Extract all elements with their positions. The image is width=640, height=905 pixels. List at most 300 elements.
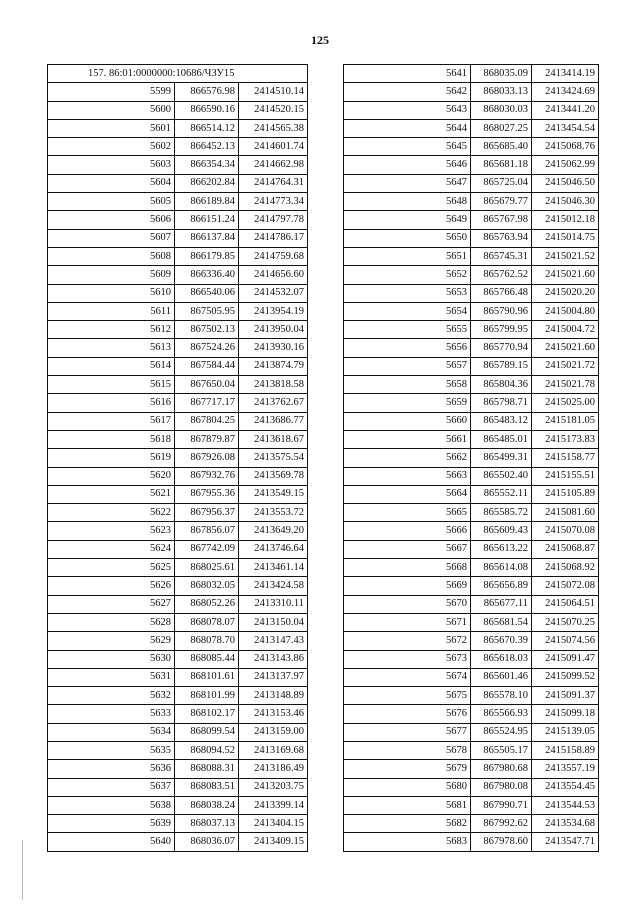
y-coordinate: 2413310.11: [239, 595, 308, 613]
table-row: [48, 650, 308, 668]
point-number: 5626: [48, 577, 175, 595]
table-row: [344, 540, 599, 558]
y-coordinate: 2413186.49: [239, 760, 308, 778]
table-row: [48, 357, 308, 375]
x-coordinate: 867742.09: [175, 540, 239, 558]
x-coordinate: 868035.09: [471, 65, 532, 83]
x-coordinate: 865614.08: [471, 559, 532, 577]
point-number: 5661: [344, 430, 471, 448]
point-number: 5654: [344, 302, 471, 320]
y-coordinate: 2413649.20: [239, 522, 308, 540]
y-coordinate: 2415155.51: [532, 467, 599, 485]
x-coordinate: 867717.17: [175, 394, 239, 412]
y-coordinate: 2414764.31: [239, 174, 308, 192]
point-number: 5674: [344, 668, 471, 686]
y-coordinate: 2415064.51: [532, 595, 599, 613]
x-coordinate: 867584.44: [175, 357, 239, 375]
y-coordinate: 2413404.15: [239, 815, 308, 833]
x-coordinate: 867856.07: [175, 522, 239, 540]
y-coordinate: 2415074.56: [532, 632, 599, 650]
point-number: 5641: [344, 65, 471, 83]
x-coordinate: 867956.37: [175, 504, 239, 522]
y-coordinate: 2415021.78: [532, 376, 599, 394]
y-coordinate: 2415014.75: [532, 229, 599, 247]
point-number: 5623: [48, 522, 175, 540]
y-coordinate: 2413874.79: [239, 357, 308, 375]
y-coordinate: 2413950.04: [239, 321, 308, 339]
point-number: 5682: [344, 815, 471, 833]
point-number: 5679: [344, 760, 471, 778]
table-row: [48, 668, 308, 686]
point-number: 5608: [48, 247, 175, 265]
x-coordinate: 868083.51: [175, 778, 239, 796]
y-coordinate: 2413454.54: [532, 119, 599, 137]
table-row: [48, 540, 308, 558]
y-coordinate: 2413159.00: [239, 723, 308, 741]
table-row: [344, 778, 599, 796]
point-number: 5652: [344, 266, 471, 284]
y-coordinate: 2415139.05: [532, 723, 599, 741]
table-row: [48, 83, 308, 101]
x-coordinate: 865677.11: [471, 595, 532, 613]
x-coordinate: 868036.07: [175, 833, 239, 851]
table-row: [48, 321, 308, 339]
x-coordinate: 867990.71: [471, 796, 532, 814]
x-coordinate: 866336.40: [175, 266, 239, 284]
point-number: 5658: [344, 376, 471, 394]
y-coordinate: 2415046.50: [532, 174, 599, 192]
x-coordinate: 868037.13: [175, 815, 239, 833]
table-row: [48, 485, 308, 503]
x-coordinate: 865502.40: [471, 467, 532, 485]
x-coordinate: 865566.93: [471, 705, 532, 723]
x-coordinate: 865789.15: [471, 357, 532, 375]
y-coordinate: 2413818.58: [239, 376, 308, 394]
table-row: [48, 760, 308, 778]
point-number: 5604: [48, 174, 175, 192]
point-number: 5615: [48, 376, 175, 394]
y-coordinate: 2415021.52: [532, 247, 599, 265]
y-coordinate: 2414565.38: [239, 119, 308, 137]
x-coordinate: 867932.76: [175, 467, 239, 485]
margin-mark: [22, 840, 23, 900]
point-number: 5644: [344, 119, 471, 137]
y-coordinate: 2415068.87: [532, 540, 599, 558]
x-coordinate: 868094.52: [175, 741, 239, 759]
point-number: 5610: [48, 284, 175, 302]
y-coordinate: 2413618.67: [239, 430, 308, 448]
table-row: [48, 833, 308, 851]
point-number: 5633: [48, 705, 175, 723]
x-coordinate: 865725.04: [471, 174, 532, 192]
table-row: [48, 741, 308, 759]
x-coordinate: 865618.03: [471, 650, 532, 668]
point-number: 5649: [344, 211, 471, 229]
x-coordinate: 865499.31: [471, 449, 532, 467]
table-row: [344, 833, 599, 851]
point-number: 5668: [344, 559, 471, 577]
x-coordinate: 865552.11: [471, 485, 532, 503]
right-coordinate-table: [343, 64, 599, 852]
y-coordinate: 2413424.69: [532, 83, 599, 101]
y-coordinate: 2414532.07: [239, 284, 308, 302]
x-coordinate: 866189.84: [175, 193, 239, 211]
x-coordinate: 865685.40: [471, 138, 532, 156]
y-coordinate: 2413557.19: [532, 760, 599, 778]
x-coordinate: 865770.94: [471, 339, 532, 357]
x-coordinate: 868038.24: [175, 796, 239, 814]
y-coordinate: 2415091.47: [532, 650, 599, 668]
table-row: [344, 357, 599, 375]
y-coordinate: 2415158.89: [532, 741, 599, 759]
table-row: [48, 211, 308, 229]
point-number: 5670: [344, 595, 471, 613]
y-coordinate: 2415072.08: [532, 577, 599, 595]
point-number: 5664: [344, 485, 471, 503]
x-coordinate: 865679.77: [471, 193, 532, 211]
x-coordinate: 865681.54: [471, 613, 532, 631]
table-row: [344, 412, 599, 430]
point-number: 5599: [48, 83, 175, 101]
y-coordinate: 2413930.16: [239, 339, 308, 357]
y-coordinate: 2414662.98: [239, 156, 308, 174]
point-number: 5605: [48, 193, 175, 211]
point-number: 5643: [344, 101, 471, 119]
table-row: [344, 247, 599, 265]
point-number: 5627: [48, 595, 175, 613]
left-coordinate-table: [47, 64, 308, 852]
x-coordinate: 865799.95: [471, 321, 532, 339]
table-row: [48, 778, 308, 796]
table-row: [48, 504, 308, 522]
y-coordinate: 2413554.45: [532, 778, 599, 796]
y-coordinate: 2414520.15: [239, 101, 308, 119]
point-number: 5635: [48, 741, 175, 759]
x-coordinate: 866151.24: [175, 211, 239, 229]
table-row: [344, 559, 599, 577]
x-coordinate: 866452.13: [175, 138, 239, 156]
point-number: 5677: [344, 723, 471, 741]
y-coordinate: 2415070.25: [532, 613, 599, 631]
x-coordinate: 868099.54: [175, 723, 239, 741]
y-coordinate: 2413203.75: [239, 778, 308, 796]
y-coordinate: 2413409.15: [239, 833, 308, 851]
x-coordinate: 865609.43: [471, 522, 532, 540]
point-number: 5642: [344, 83, 471, 101]
y-coordinate: 2414773.34: [239, 193, 308, 211]
y-coordinate: 2415070.08: [532, 522, 599, 540]
x-coordinate: 868030.03: [471, 101, 532, 119]
point-number: 5662: [344, 449, 471, 467]
table-row: [344, 430, 599, 448]
x-coordinate: 867804.25: [175, 412, 239, 430]
table-row: [48, 449, 308, 467]
point-number: 5617: [48, 412, 175, 430]
point-number: 5622: [48, 504, 175, 522]
table-row: [48, 577, 308, 595]
table-row: [48, 595, 308, 613]
y-coordinate: 2413150.04: [239, 613, 308, 631]
point-number: 5631: [48, 668, 175, 686]
x-coordinate: 865670.39: [471, 632, 532, 650]
x-coordinate: 868085.44: [175, 650, 239, 668]
y-coordinate: 2413686.77: [239, 412, 308, 430]
table-row: [48, 632, 308, 650]
point-number: 5672: [344, 632, 471, 650]
table-row: [48, 687, 308, 705]
point-number: 5648: [344, 193, 471, 211]
x-coordinate: 865790.96: [471, 302, 532, 320]
x-coordinate: 868102.17: [175, 705, 239, 723]
point-number: 5653: [344, 284, 471, 302]
x-coordinate: 865656.89: [471, 577, 532, 595]
table-row: [344, 83, 599, 101]
y-coordinate: 2415021.72: [532, 357, 599, 375]
y-coordinate: 2415158.77: [532, 449, 599, 467]
x-coordinate: 868078.70: [175, 632, 239, 650]
y-coordinate: 2413147.43: [239, 632, 308, 650]
point-number: 5673: [344, 650, 471, 668]
y-coordinate: 2415046.30: [532, 193, 599, 211]
point-number: 5676: [344, 705, 471, 723]
y-coordinate: 2413148.89: [239, 687, 308, 705]
table-row: [48, 229, 308, 247]
point-number: 5618: [48, 430, 175, 448]
x-coordinate: 867502.13: [175, 321, 239, 339]
y-coordinate: 2413414.19: [532, 65, 599, 83]
point-number: 5620: [48, 467, 175, 485]
page-number: 125: [311, 33, 329, 47]
table-row: [344, 613, 599, 631]
y-coordinate: 2413143.86: [239, 650, 308, 668]
table-row: [48, 174, 308, 192]
x-coordinate: 867978.60: [471, 833, 532, 851]
y-coordinate: 2413169.68: [239, 741, 308, 759]
y-coordinate: 2415025.00: [532, 394, 599, 412]
point-number: 5638: [48, 796, 175, 814]
point-number: 5636: [48, 760, 175, 778]
x-coordinate: 866137.84: [175, 229, 239, 247]
point-number: 5625: [48, 559, 175, 577]
x-coordinate: 866540.06: [175, 284, 239, 302]
point-number: 5634: [48, 723, 175, 741]
x-coordinate: 868101.61: [175, 668, 239, 686]
table-row: [48, 119, 308, 137]
point-number: 5660: [344, 412, 471, 430]
point-number: 5624: [48, 540, 175, 558]
point-number: 5657: [344, 357, 471, 375]
x-coordinate: 867505.95: [175, 302, 239, 320]
table-row: [48, 247, 308, 265]
point-number: 5609: [48, 266, 175, 284]
x-coordinate: 865766.48: [471, 284, 532, 302]
point-number: 5656: [344, 339, 471, 357]
y-coordinate: 2415021.60: [532, 339, 599, 357]
point-number: 5640: [48, 833, 175, 851]
table-row: [344, 101, 599, 119]
point-number: 5628: [48, 613, 175, 631]
point-number: 5680: [344, 778, 471, 796]
point-number: 5683: [344, 833, 471, 851]
table-header-row: [48, 65, 308, 83]
y-coordinate: 2415004.72: [532, 321, 599, 339]
y-coordinate: 2413762.67: [239, 394, 308, 412]
table-row: [344, 193, 599, 211]
table-row: [344, 65, 599, 83]
y-coordinate: 2415091.37: [532, 687, 599, 705]
table-row: [344, 595, 599, 613]
y-coordinate: 2413153.46: [239, 705, 308, 723]
y-coordinate: 2415081.60: [532, 504, 599, 522]
table-row: [48, 796, 308, 814]
table-row: [48, 522, 308, 540]
table-row: [48, 193, 308, 211]
table-row: [48, 705, 308, 723]
y-coordinate: 2415068.92: [532, 559, 599, 577]
y-coordinate: 2415021.60: [532, 266, 599, 284]
point-number: 5681: [344, 796, 471, 814]
x-coordinate: 866576.98: [175, 83, 239, 101]
point-number: 5616: [48, 394, 175, 412]
table-row: [48, 284, 308, 302]
table-row: [344, 339, 599, 357]
y-coordinate: 2414510.14: [239, 83, 308, 101]
x-coordinate: 865613.22: [471, 540, 532, 558]
x-coordinate: 865601.46: [471, 668, 532, 686]
table-row: [48, 559, 308, 577]
table-row: [344, 815, 599, 833]
point-number: 5619: [48, 449, 175, 467]
table-row: [344, 229, 599, 247]
point-number: 5650: [344, 229, 471, 247]
table-row: [48, 302, 308, 320]
table-row: [344, 449, 599, 467]
table-row: [48, 138, 308, 156]
table-row: [344, 156, 599, 174]
point-number: 5667: [344, 540, 471, 558]
point-number: 5601: [48, 119, 175, 137]
y-coordinate: 2415004.80: [532, 302, 599, 320]
table-row: [344, 577, 599, 595]
x-coordinate: 866514.12: [175, 119, 239, 137]
x-coordinate: 865798.71: [471, 394, 532, 412]
table-row: [344, 723, 599, 741]
y-coordinate: 2413441.20: [532, 101, 599, 119]
table-row: [48, 266, 308, 284]
table-row: [344, 284, 599, 302]
table-row: [48, 723, 308, 741]
point-number: 5602: [48, 138, 175, 156]
x-coordinate: 867980.08: [471, 778, 532, 796]
x-coordinate: 866590.16: [175, 101, 239, 119]
x-coordinate: 865485.01: [471, 430, 532, 448]
point-number: 5607: [48, 229, 175, 247]
y-coordinate: 2413746.64: [239, 540, 308, 558]
y-coordinate: 2413534.68: [532, 815, 599, 833]
y-coordinate: 2415012.18: [532, 211, 599, 229]
x-coordinate: 867879.87: [175, 430, 239, 448]
y-coordinate: 2415068.76: [532, 138, 599, 156]
x-coordinate: 865483.12: [471, 412, 532, 430]
y-coordinate: 2415173.83: [532, 430, 599, 448]
y-coordinate: 2413544.53: [532, 796, 599, 814]
table-row: [48, 339, 308, 357]
y-coordinate: 2413553.72: [239, 504, 308, 522]
x-coordinate: 865767.98: [471, 211, 532, 229]
table-row: [344, 668, 599, 686]
y-coordinate: 2413461.14: [239, 559, 308, 577]
y-coordinate: 2413547.71: [532, 833, 599, 851]
point-number: 5671: [344, 613, 471, 631]
y-coordinate: 2414786.17: [239, 229, 308, 247]
point-number: 5606: [48, 211, 175, 229]
table-row: [344, 705, 599, 723]
point-number: 5639: [48, 815, 175, 833]
x-coordinate: 867650.04: [175, 376, 239, 394]
table-row: [344, 394, 599, 412]
x-coordinate: 868025.61: [175, 559, 239, 577]
table-row: [344, 632, 599, 650]
y-coordinate: 2415062.99: [532, 156, 599, 174]
x-coordinate: 867980.68: [471, 760, 532, 778]
y-coordinate: 2415020.20: [532, 284, 599, 302]
x-coordinate: 867524.26: [175, 339, 239, 357]
table-row: [48, 156, 308, 174]
point-number: 5646: [344, 156, 471, 174]
point-number: 5665: [344, 504, 471, 522]
y-coordinate: 2414601.74: [239, 138, 308, 156]
table-row: [48, 430, 308, 448]
x-coordinate: 868052.26: [175, 595, 239, 613]
x-coordinate: 865524.95: [471, 723, 532, 741]
table-row: [344, 687, 599, 705]
table-row: [48, 101, 308, 119]
table-row: [344, 211, 599, 229]
y-coordinate: 2413424.58: [239, 577, 308, 595]
x-coordinate: 868032.05: [175, 577, 239, 595]
table-row: [344, 467, 599, 485]
table-row: [344, 485, 599, 503]
y-coordinate: 2414797.78: [239, 211, 308, 229]
x-coordinate: 867926.08: [175, 449, 239, 467]
table-row: [344, 522, 599, 540]
point-number: 5651: [344, 247, 471, 265]
point-number: 5632: [48, 687, 175, 705]
x-coordinate: 865585.72: [471, 504, 532, 522]
x-coordinate: 866202.84: [175, 174, 239, 192]
x-coordinate: 865578.10: [471, 687, 532, 705]
y-coordinate: 2414656.60: [239, 266, 308, 284]
table-row: [344, 174, 599, 192]
point-number: 5612: [48, 321, 175, 339]
x-coordinate: 865763.94: [471, 229, 532, 247]
x-coordinate: 865745.31: [471, 247, 532, 265]
point-number: 5645: [344, 138, 471, 156]
y-coordinate: 2413549.15: [239, 485, 308, 503]
point-number: 5637: [48, 778, 175, 796]
x-coordinate: 868033.13: [471, 83, 532, 101]
y-coordinate: 2415105.89: [532, 485, 599, 503]
point-number: 5659: [344, 394, 471, 412]
point-number: 5675: [344, 687, 471, 705]
x-coordinate: 868027.25: [471, 119, 532, 137]
point-number: 5666: [344, 522, 471, 540]
point-number: 5669: [344, 577, 471, 595]
table-row: [344, 138, 599, 156]
table-row: [344, 796, 599, 814]
point-number: 5629: [48, 632, 175, 650]
table-row: [48, 613, 308, 631]
